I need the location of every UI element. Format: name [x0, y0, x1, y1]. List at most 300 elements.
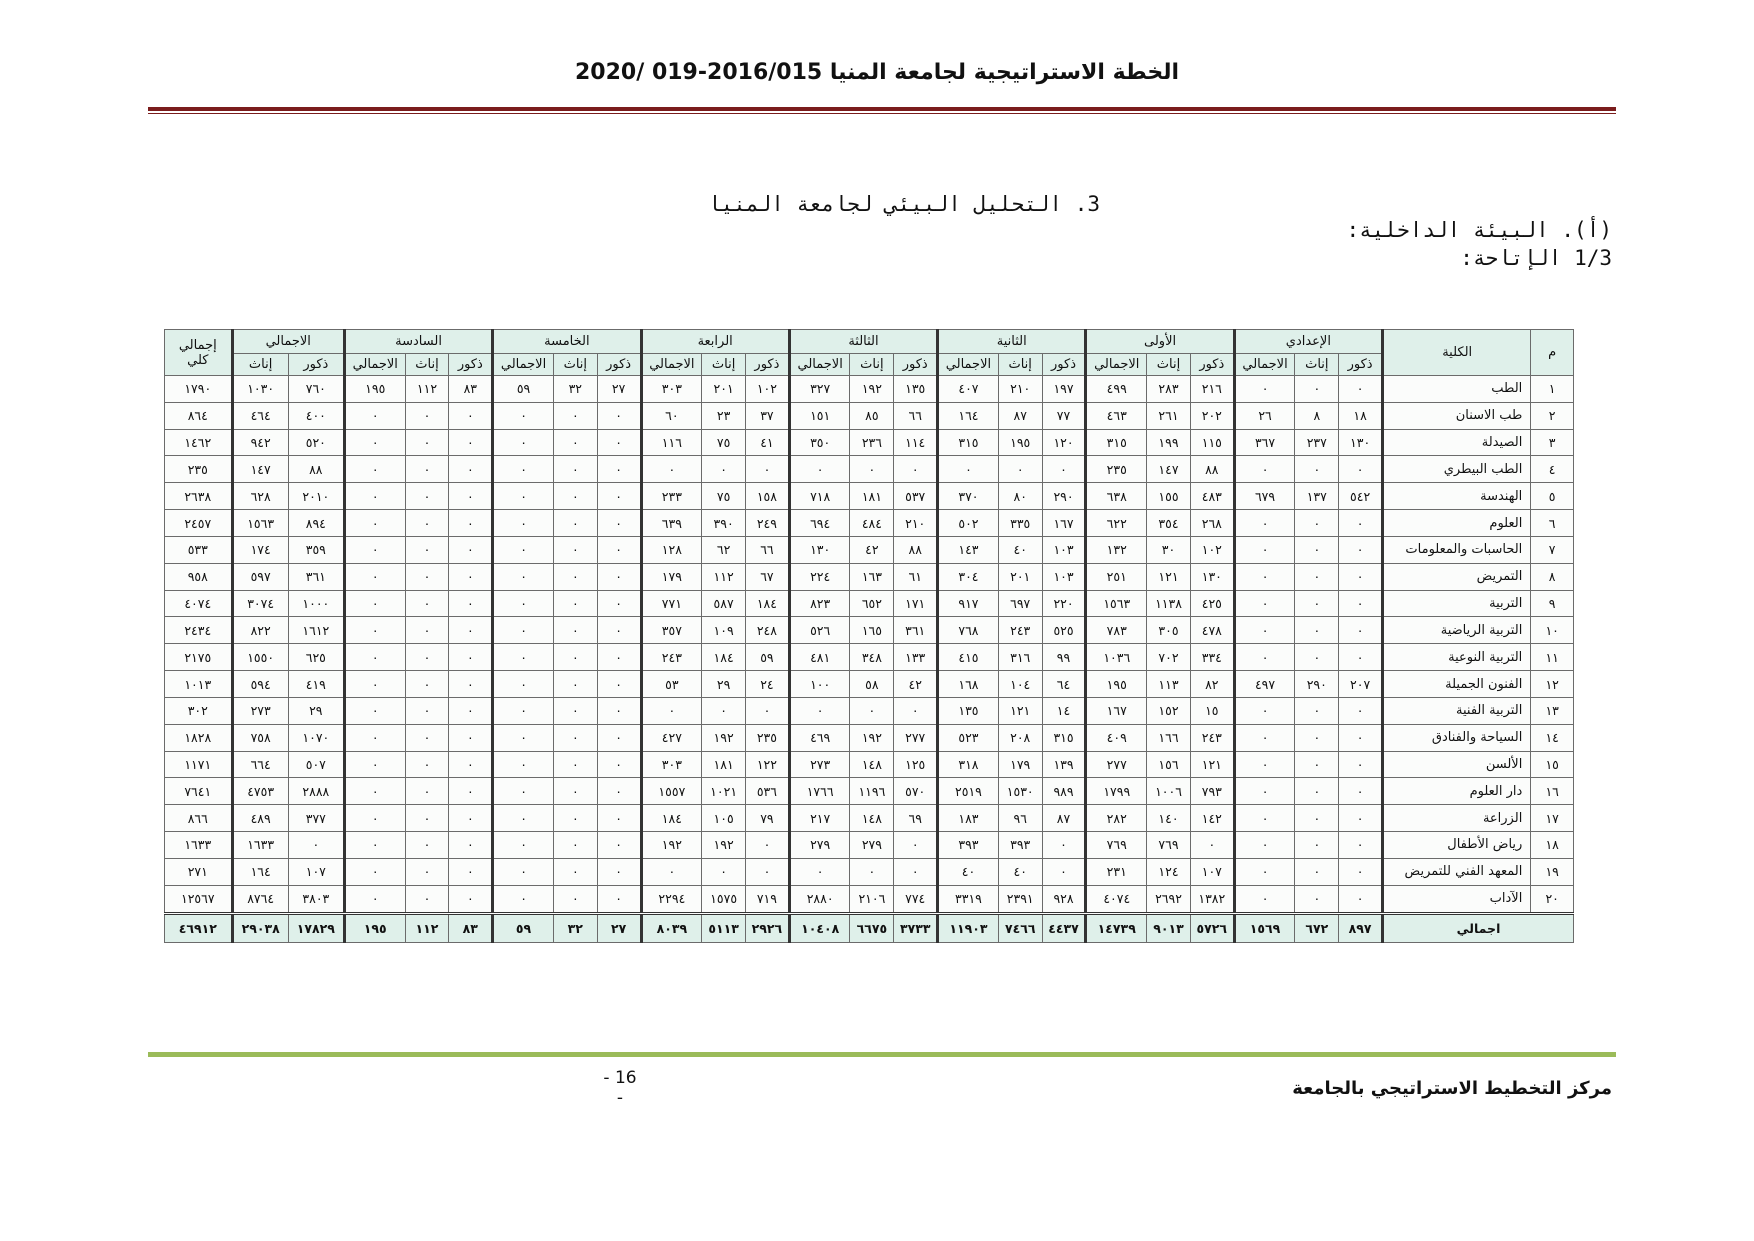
table-cell: ١٦٣٣ [232, 832, 288, 859]
table-cell: ١٠٣٠ [232, 376, 288, 403]
table-cell: ٠ [405, 832, 449, 859]
table-cell: ١٠٢١ [702, 778, 746, 805]
table-cell: ٠ [597, 644, 641, 671]
table-cell: ٤٧٥٣ [232, 778, 288, 805]
table-cell: ٦٦ [894, 402, 938, 429]
table-cell: ٠ [449, 724, 493, 751]
table-cell: ٤٠٠ [288, 402, 344, 429]
table-cell: ١٨٤ [702, 644, 746, 671]
table-cell: ٠ [1339, 510, 1383, 537]
table-cell: ٠ [1295, 536, 1339, 563]
table-cell: ٠ [449, 697, 493, 724]
table-cell: ١٠٠٠ [288, 590, 344, 617]
col-subheader: الاجمالي [938, 354, 999, 376]
table-cell: ٤٢ [850, 536, 894, 563]
row-college-name: التربية النوعية [1383, 644, 1531, 671]
table-cell: ٠ [449, 885, 493, 914]
table-cell: ٠ [493, 429, 554, 456]
table-cell: ٢٦١ [1147, 402, 1191, 429]
table-row [165, 510, 1574, 537]
table-cell: ٦٦ [746, 536, 790, 563]
table-cell: ٢٢٤ [789, 563, 850, 590]
table-cell: ٤٦٩ [789, 724, 850, 751]
table-cell: ١٦٣٣ [165, 832, 233, 859]
table-cell: ٠ [344, 805, 405, 832]
table-cell: ١٧٩ [641, 563, 702, 590]
table-cell: ٠ [449, 590, 493, 617]
table-cell: ٨٦٦ [165, 805, 233, 832]
table-row [165, 724, 1574, 751]
row-college-name: الطب البيطري [1383, 456, 1531, 483]
table-cell: ٢٤٣٤ [165, 617, 233, 644]
row-college-name: الفنون الجميلة [1383, 671, 1531, 698]
table-cell: ٢١٠ [894, 510, 938, 537]
table-cell: ٠ [1234, 885, 1295, 914]
table-cell: ٠ [344, 536, 405, 563]
table-cell: ١٠١٣ [165, 671, 233, 698]
table-cell: ٠ [597, 751, 641, 778]
table-cell: ٠ [597, 778, 641, 805]
row-index: ١ [1531, 376, 1574, 403]
table-cell: ٦٩٧ [998, 590, 1042, 617]
table-cell: ٠ [405, 751, 449, 778]
table-cell: ٠ [597, 483, 641, 510]
table-cell: ٣٧٧ [288, 805, 344, 832]
row-index: ٣ [1531, 429, 1574, 456]
row-college-name: التمريض [1383, 563, 1531, 590]
table-cell: ٠ [344, 697, 405, 724]
table-cell: ١٠٢ [746, 376, 790, 403]
total-cell: ١١٩٠٣ [938, 914, 999, 943]
table-row [165, 429, 1574, 456]
table-cell: ١٥١ [789, 402, 850, 429]
table-cell: ١٦٣ [850, 563, 894, 590]
table-cell: ١٦٧ [1042, 510, 1086, 537]
table-cell: ٠ [1234, 376, 1295, 403]
table-cell: ٠ [344, 429, 405, 456]
col-subheader: الاجمالي [789, 354, 850, 376]
col-header-college: الكلية [1383, 330, 1531, 376]
table-cell: ٠ [553, 644, 597, 671]
table-cell: ٤١٩ [288, 671, 344, 698]
table-cell: ١٢٢ [746, 751, 790, 778]
col-subheader: ذكور [597, 354, 641, 376]
table-cell: ٠ [1339, 563, 1383, 590]
table-row [165, 778, 1574, 805]
col-subheader: الاجمالي [641, 354, 702, 376]
table-row [165, 376, 1574, 403]
table-cell: ٠ [449, 858, 493, 885]
table-cell: ٠ [1234, 536, 1295, 563]
table-cell: ٠ [1339, 617, 1383, 644]
col-header-year-group: الخامسة [493, 330, 641, 354]
table-row [165, 751, 1574, 778]
col-header-year-group: الأولى [1086, 330, 1234, 354]
table-cell: ١١٥ [1190, 429, 1234, 456]
table-cell: ٢٤٣ [1190, 724, 1234, 751]
table-cell: ٠ [850, 456, 894, 483]
table-cell: ٠ [405, 671, 449, 698]
table-cell: ٠ [1339, 376, 1383, 403]
table-cell: ١٢٥٦٧ [165, 885, 233, 914]
table-cell: ٠ [597, 724, 641, 751]
table-cell: ٠ [553, 778, 597, 805]
table-cell: ٣٥٠ [789, 429, 850, 456]
table-cell: ١٥ [1190, 697, 1234, 724]
table-cell: ٤٧٨ [1190, 617, 1234, 644]
col-header-index: م [1531, 330, 1574, 376]
table-cell: ٥٣٣ [165, 536, 233, 563]
table-cell: ٢٣٣ [641, 483, 702, 510]
table-cell: ٤٢٥ [1190, 590, 1234, 617]
table-cell: ٠ [789, 697, 850, 724]
table-row [165, 590, 1574, 617]
table-cell: ٠ [344, 617, 405, 644]
table-cell: ٦٥٢ [850, 590, 894, 617]
table-cell: ١٩٧ [1042, 376, 1086, 403]
table-cell: ١٣٥ [938, 697, 999, 724]
table-cell: ٣٠٣ [641, 376, 702, 403]
table-cell: ٠ [1042, 858, 1086, 885]
table-cell: ١٨٣ [938, 805, 999, 832]
total-cell: ٨٠٣٩ [641, 914, 702, 943]
table-cell: ٣١٥ [938, 429, 999, 456]
table-cell: ٠ [449, 671, 493, 698]
table-cell: ٠ [1295, 456, 1339, 483]
table-cell: ٢٨٢ [1086, 805, 1147, 832]
table-cell: ١٢١ [1147, 563, 1191, 590]
table-cell: ٨٧ [998, 402, 1042, 429]
table-cell: ٠ [553, 429, 597, 456]
table-cell: ٠ [493, 778, 554, 805]
table-cell: ٤٦٤ [232, 402, 288, 429]
table-cell: ٠ [1295, 751, 1339, 778]
table-cell: ٠ [1295, 858, 1339, 885]
table-cell: ٢٤٥٧ [165, 510, 233, 537]
table-row [165, 536, 1574, 563]
table-cell: ٠ [553, 885, 597, 914]
total-cell: ١٠٤٠٨ [789, 914, 850, 943]
col-header-year-group: الرابعة [641, 330, 789, 354]
table-cell: ٢٣٥ [746, 724, 790, 751]
table-row [165, 456, 1574, 483]
table-cell: ٢٤٨ [746, 617, 790, 644]
col-subheader: إناث [1147, 354, 1191, 376]
table-cell: ٥٩ [493, 376, 554, 403]
table-cell: ٠ [493, 456, 554, 483]
row-college-name: التربية الرياضية [1383, 617, 1531, 644]
table-cell: ٠ [1295, 832, 1339, 859]
table-cell: ٢٠٨ [998, 724, 1042, 751]
table-cell: ١٥٨ [746, 483, 790, 510]
table-cell: ١٣٢ [1086, 536, 1147, 563]
total-cell: ١١٢ [405, 914, 449, 943]
table-cell: ١٤٢ [1190, 805, 1234, 832]
row-college-name: الهندسة [1383, 483, 1531, 510]
table-cell: ٠ [344, 858, 405, 885]
table-cell: ٢١٠٦ [850, 885, 894, 914]
table-cell: ٣٣١٩ [938, 885, 999, 914]
table-cell: ٠ [553, 697, 597, 724]
table-cell: ٧١٨ [789, 483, 850, 510]
total-cell: ٢٩٢٦ [746, 914, 790, 943]
row-index: ٤ [1531, 456, 1574, 483]
header-rule-thin [148, 113, 1616, 114]
col-header-year-group: الإعدادي [1234, 330, 1382, 354]
table-row [165, 671, 1574, 698]
table-cell: ٣٠ [1147, 536, 1191, 563]
table-cell: ٠ [493, 751, 554, 778]
table-cell: ٠ [493, 483, 554, 510]
header-rule [148, 107, 1616, 111]
table-cell: ٣٦١ [288, 563, 344, 590]
table-cell: ٠ [288, 832, 344, 859]
table-cell: ٣١٥ [1042, 724, 1086, 751]
row-index: ٧ [1531, 536, 1574, 563]
table-cell: ٢٩ [288, 697, 344, 724]
table-cell: ١٨ [1339, 402, 1383, 429]
table-cell: ٠ [493, 697, 554, 724]
row-index: ٢ [1531, 402, 1574, 429]
table-cell: ١٣٩ [1042, 751, 1086, 778]
table-cell: ٨٢ [1190, 671, 1234, 698]
table-cell: ١٥٣٠ [998, 778, 1042, 805]
table-cell: ٠ [597, 536, 641, 563]
table-cell: ٠ [405, 724, 449, 751]
table-cell: ٢٦٣٨ [165, 483, 233, 510]
table-cell: ١٤ [1042, 697, 1086, 724]
table-cell: ٨٩٤ [288, 510, 344, 537]
table-cell: ٠ [405, 563, 449, 590]
table-cell: ١٢٨ [641, 536, 702, 563]
table-cell: ٦٧ [746, 563, 790, 590]
table-cell: ٨٣ [449, 376, 493, 403]
table-cell: ٠ [641, 456, 702, 483]
total-cell: ٦٦٧٥ [850, 914, 894, 943]
table-cell: ١٣٠ [1190, 563, 1234, 590]
table-cell: ٠ [641, 858, 702, 885]
table-cell: ٢٠١ [702, 376, 746, 403]
table-cell: ١٣٠ [1339, 429, 1383, 456]
col-subheader-total: ذكور [288, 354, 344, 376]
table-cell: ٢٣٦ [850, 429, 894, 456]
table-cell: ١٩٥ [998, 429, 1042, 456]
table-cell: ٠ [1234, 590, 1295, 617]
table-row [165, 402, 1574, 429]
table-cell: ٣٩٣ [938, 832, 999, 859]
table-cell: ١٠٤ [998, 671, 1042, 698]
table-cell: ٥٢٣ [938, 724, 999, 751]
col-subheader: إناث [1295, 354, 1339, 376]
table-cell: ٢٨٨٨ [288, 778, 344, 805]
table-cell: ٥٣٦ [746, 778, 790, 805]
table-cell: ٣٠٥ [1147, 617, 1191, 644]
row-college-name: المعهد الفني للتمريض [1383, 858, 1531, 885]
table-cell: ٠ [597, 832, 641, 859]
table-cell: ٣٨٠٣ [288, 885, 344, 914]
table-cell: ٠ [1295, 644, 1339, 671]
table-cell: ٨ [1295, 402, 1339, 429]
table-cell: ٠ [405, 590, 449, 617]
table-cell: ١٩٢ [641, 832, 702, 859]
row-college-name: الصيدلة [1383, 429, 1531, 456]
row-college-name: الحاسبات والمعلومات [1383, 536, 1531, 563]
table-cell: ١٢١ [998, 697, 1042, 724]
table-cell: ٥٨٧ [702, 590, 746, 617]
table-cell: ٠ [789, 456, 850, 483]
table-cell: ٧٠٢ [1147, 644, 1191, 671]
table-cell: ١١٦ [641, 429, 702, 456]
table-cell: ٣٣٥ [998, 510, 1042, 537]
table-cell: ٤٨٤ [850, 510, 894, 537]
table-cell: ١٢٤ [1147, 858, 1191, 885]
col-subheader: الاجمالي [493, 354, 554, 376]
table-cell: ٠ [597, 429, 641, 456]
row-index: ٥ [1531, 483, 1574, 510]
table-cell: ٣٢٧ [789, 376, 850, 403]
total-cell: ١٤٧٣٩ [1086, 914, 1147, 943]
table-cell: ١٢٥ [894, 751, 938, 778]
table-cell: ٠ [641, 697, 702, 724]
table-cell: ٩١٧ [938, 590, 999, 617]
table-cell: ١٦٤ [232, 858, 288, 885]
table-cell: ١٤٧ [1147, 456, 1191, 483]
total-cell: ٢٩٠٣٨ [232, 914, 288, 943]
table-cell: ٠ [449, 778, 493, 805]
row-index: ١٣ [1531, 697, 1574, 724]
table-cell: ٠ [1295, 617, 1339, 644]
table-cell: ٢٧٧ [894, 724, 938, 751]
table-cell: ١٦١٢ [288, 617, 344, 644]
table-cell: ٢٩٠ [1295, 671, 1339, 698]
table-cell: ١٤٨ [850, 805, 894, 832]
table-cell: ٠ [405, 402, 449, 429]
table-cell: ٠ [405, 885, 449, 914]
table-cell: ٠ [1339, 832, 1383, 859]
footer-rule [148, 1052, 1616, 1057]
table-row [165, 885, 1574, 914]
table-cell: ٠ [746, 456, 790, 483]
table-cell: ٠ [344, 778, 405, 805]
table-cell: ٢٧١ [165, 858, 233, 885]
table-cell: ٥٠٢ [938, 510, 999, 537]
table-cell: ٠ [553, 456, 597, 483]
table-cell: ٠ [493, 724, 554, 751]
table-cell: ٠ [344, 832, 405, 859]
table-cell: ٠ [553, 751, 597, 778]
table-cell: ٠ [1042, 832, 1086, 859]
table-cell: ٠ [493, 402, 554, 429]
col-subheader: إناث [850, 354, 894, 376]
table-cell: ١٠٣٦ [1086, 644, 1147, 671]
table-cell: ٦٣٨ [1086, 483, 1147, 510]
table-cell: ٣٠٧٤ [232, 590, 288, 617]
table-cell: ٠ [894, 456, 938, 483]
table-cell: ٠ [1234, 724, 1295, 751]
table-cell: ١٦٥ [850, 617, 894, 644]
table-cell: ٤١ [746, 429, 790, 456]
table-cell: ٨٧ [1042, 805, 1086, 832]
table-cell: ٧٥ [702, 483, 746, 510]
table-cell: ١٠٧٠ [288, 724, 344, 751]
table-cell: ٠ [553, 832, 597, 859]
table-cell: ٣٥٤ [1147, 510, 1191, 537]
table-cell: ٢٧٣ [232, 697, 288, 724]
table-cell: ٢٤٣ [998, 617, 1042, 644]
table-cell: ٠ [1295, 376, 1339, 403]
table-cell: ٠ [493, 563, 554, 590]
table-cell: ٢٧٩ [789, 832, 850, 859]
table-cell: ٢٤ [746, 671, 790, 698]
table-cell: ١٩٢ [850, 724, 894, 751]
table-cell: ٩٢٨ [1042, 885, 1086, 914]
row-index: ١٠ [1531, 617, 1574, 644]
table-cell: ١٥٥ [1147, 483, 1191, 510]
table-cell: ٢٩ [702, 671, 746, 698]
table-cell: ٠ [1042, 456, 1086, 483]
table-cell: ٤٩٩ [1086, 376, 1147, 403]
table-cell: ٦٩٤ [789, 510, 850, 537]
table-cell: ٤٦٣ [1086, 402, 1147, 429]
table-cell: ١٩٥ [1086, 671, 1147, 698]
table-cell: ٠ [405, 644, 449, 671]
row-index: ١٨ [1531, 832, 1574, 859]
table-cell: ١٤٨ [850, 751, 894, 778]
table-cell: ٠ [746, 697, 790, 724]
col-header-year-group: السادسة [344, 330, 492, 354]
table-cell: ١٤٦٢ [165, 429, 233, 456]
table-cell: ٠ [553, 671, 597, 698]
table-cell: ٠ [746, 832, 790, 859]
col-subheader: الاجمالي [1234, 354, 1295, 376]
table-cell: ٠ [789, 858, 850, 885]
col-subheader: إناث [553, 354, 597, 376]
total-cell: ٢٧ [597, 914, 641, 943]
table-cell: ٢٥١٩ [938, 778, 999, 805]
table-cell: ٠ [405, 429, 449, 456]
table-cell: ٣١٨ [938, 751, 999, 778]
table-cell: ٣٩٠ [702, 510, 746, 537]
table-row [165, 563, 1574, 590]
table-cell: ٠ [449, 644, 493, 671]
table-cell: ٤١٥ [938, 644, 999, 671]
col-subheader: ذكور [1339, 354, 1383, 376]
table-cell: ٠ [553, 590, 597, 617]
total-cell: ٤٦٩١٢ [165, 914, 233, 943]
table-cell: ٧٧٤ [894, 885, 938, 914]
table-cell: ١٧٩ [998, 751, 1042, 778]
total-row-label: اجمالي [1383, 914, 1574, 943]
enrollment-table-container [164, 329, 1574, 943]
table-cell: ١٦٤ [938, 402, 999, 429]
table-cell: ١٠٧ [1190, 858, 1234, 885]
table-cell: ٠ [850, 858, 894, 885]
total-cell: ٣٧٣٣ [894, 914, 938, 943]
col-subheader: إناث [702, 354, 746, 376]
table-cell: ٣٧٠ [938, 483, 999, 510]
total-cell: ٦٧٢ [1295, 914, 1339, 943]
table-cell: ١١٢ [702, 563, 746, 590]
table-cell: ٠ [344, 724, 405, 751]
table-cell: ٠ [405, 778, 449, 805]
table-cell: ٢٧٣ [789, 751, 850, 778]
table-cell: ٤٨٩ [232, 805, 288, 832]
table-cell: ٥٧٠ [894, 778, 938, 805]
table-cell: ١٤٣ [938, 536, 999, 563]
table-cell: ١٩٢ [702, 832, 746, 859]
table-cell: ٠ [405, 536, 449, 563]
subsection-internal-environment: (أ). البيئة الداخلية: [1346, 218, 1612, 242]
